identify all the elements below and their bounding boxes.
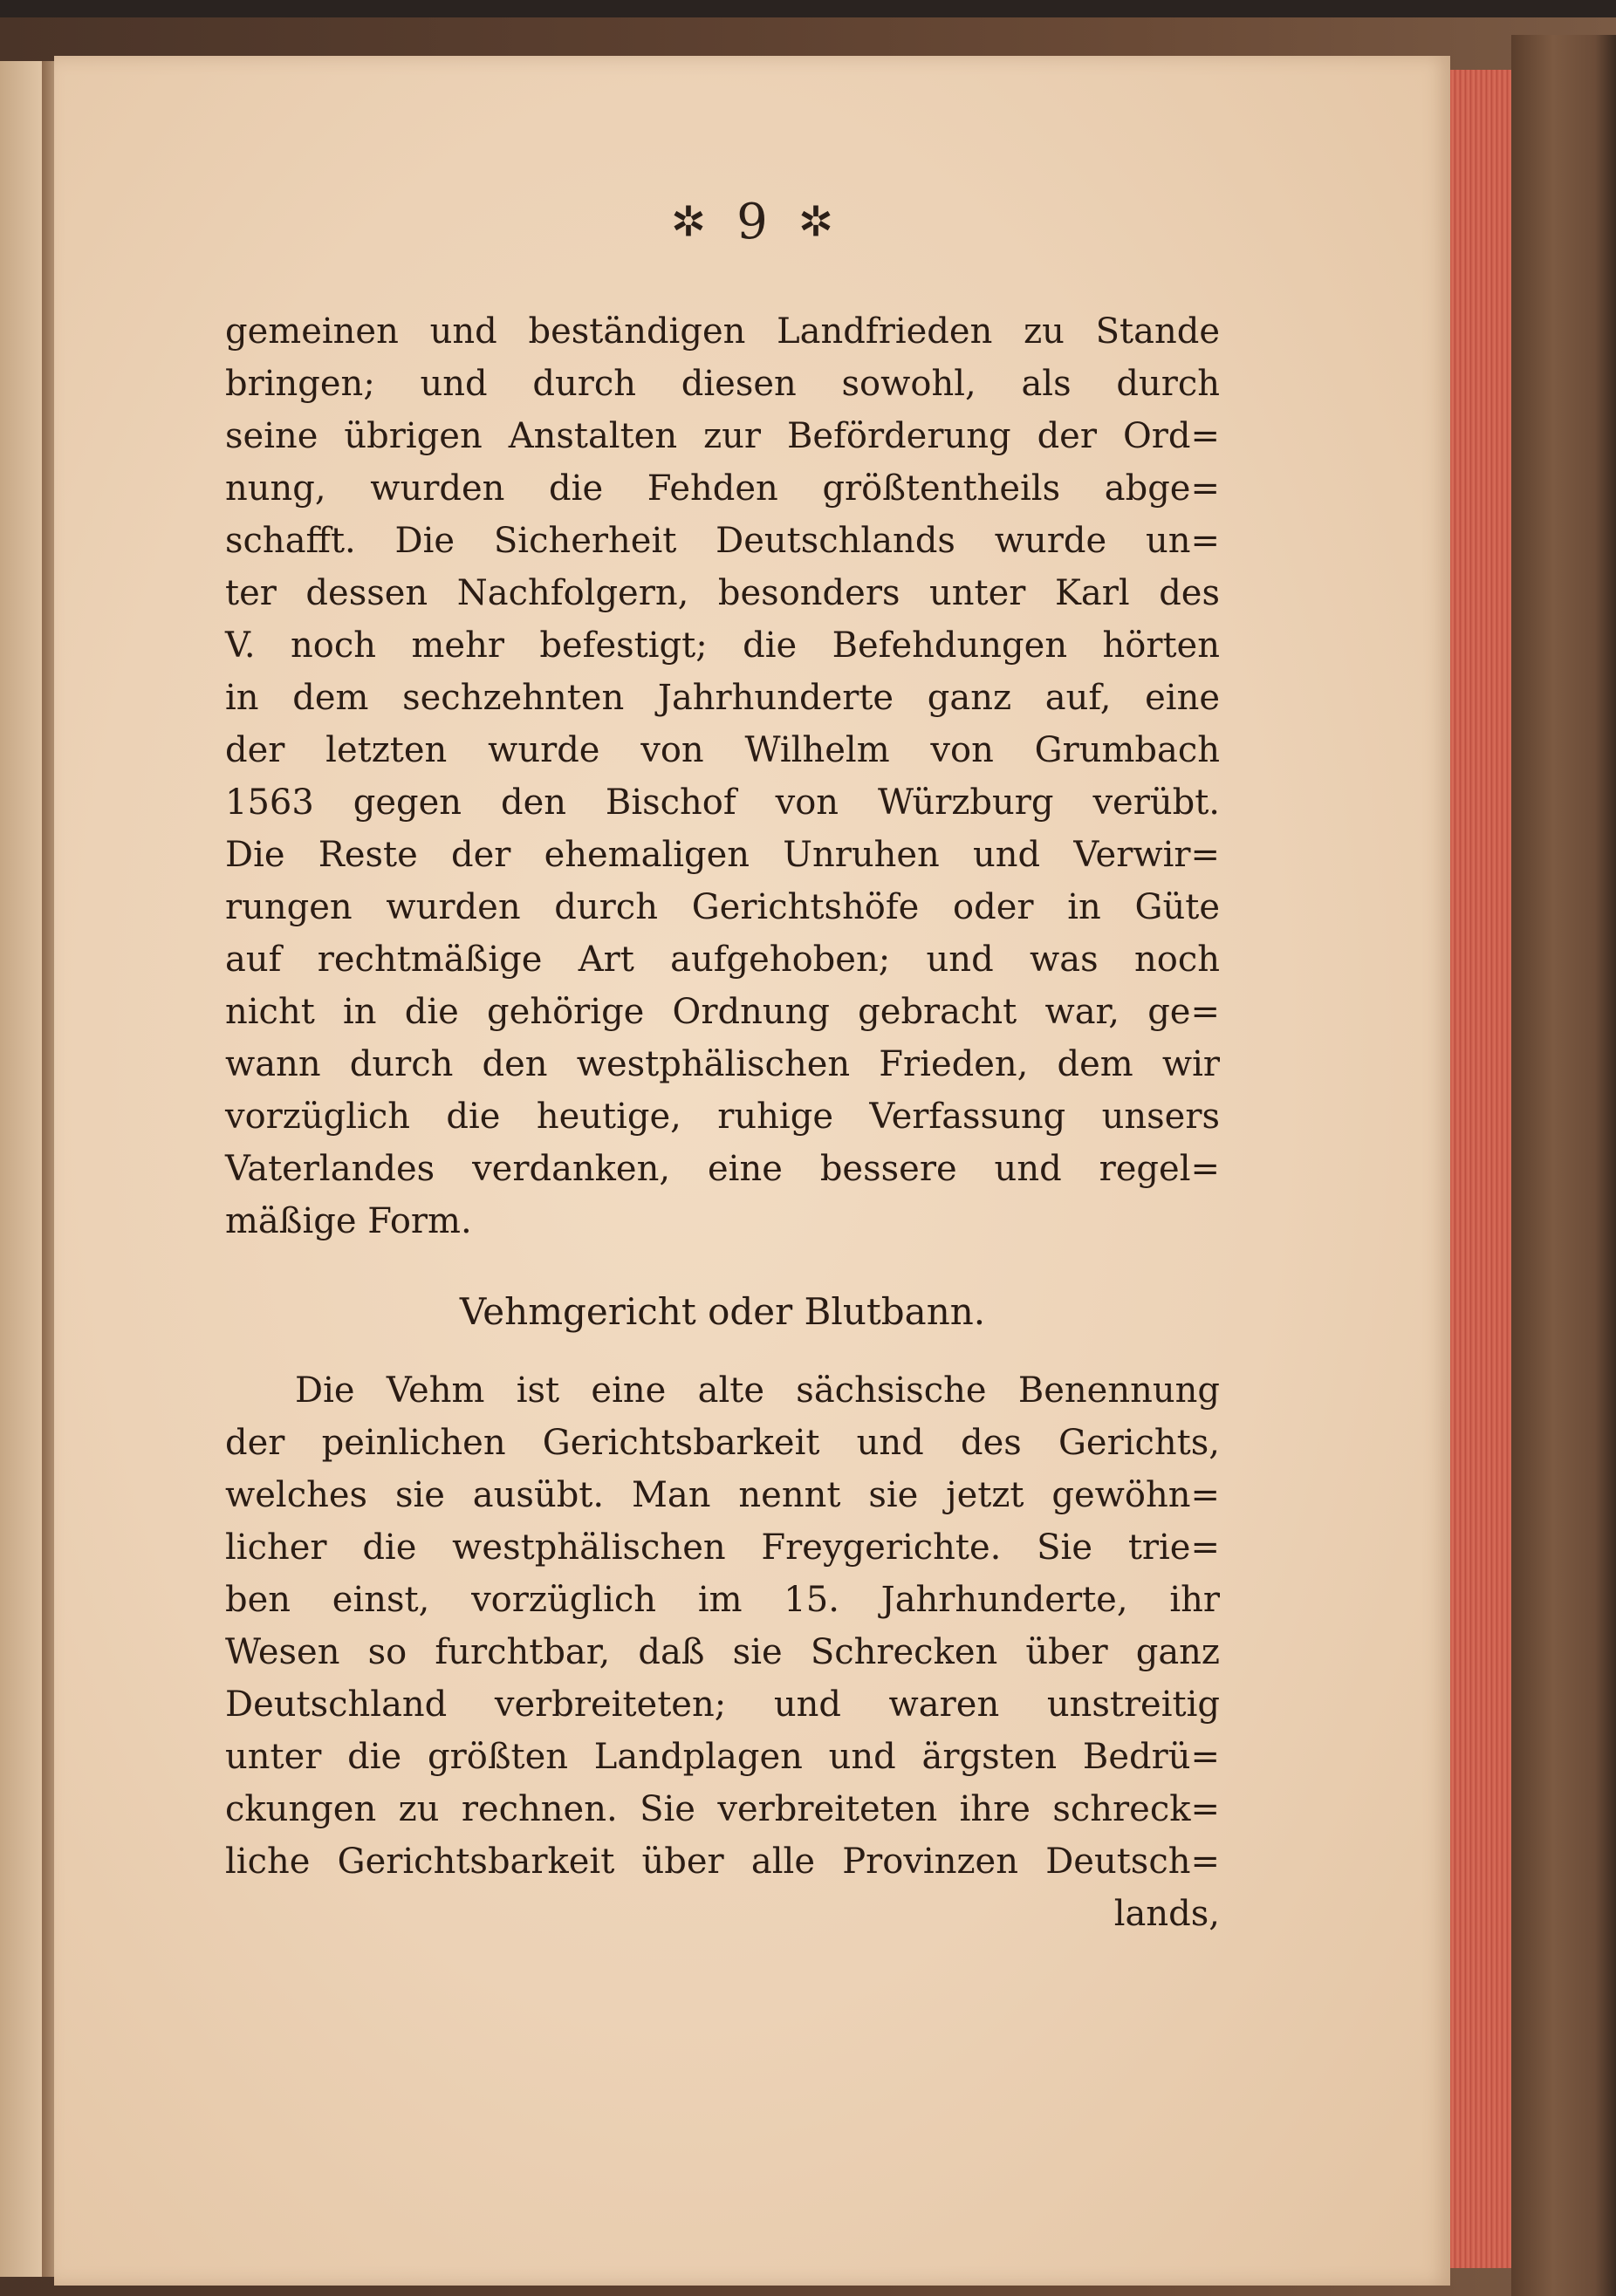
text-line: mäßige Form.	[225, 1201, 472, 1241]
paragraph-2	[225, 1364, 1220, 1888]
text-line: in dem sechzehnten Jahrhunderte ganz auf, eine	[225, 678, 1220, 718]
page-number: 9	[736, 194, 768, 250]
text-line: ter dessen Nachfolgern, besonders unter Karl des	[225, 573, 1220, 613]
text-line: Vaterlandes verdanken, eine bessere und regel=	[225, 1149, 1220, 1189]
text-line: schafft. Die Sicherheit Deutschlands wurde un=	[225, 521, 1220, 561]
text-line: Wesen so furchtbar, daß sie Schrecken über ganz	[225, 1632, 1220, 1672]
text-line: welches sie ausübt. Man nennt sie jetzt gewöhn=	[225, 1475, 1220, 1515]
text-line: nung, wurden die Fehden größtentheils abge=	[225, 468, 1220, 509]
section-heading: Vehmgericht oder Blutbann.	[459, 1290, 986, 1333]
text-line: seine übrigen Anstalten zur Beförderung der Ord=	[225, 416, 1220, 456]
text-line: unter die größten Landplagen und ärgsten Bedrü=	[225, 1737, 1220, 1777]
text-line: vorzüglich die heutige, ruhige Verfassung unsers	[225, 1097, 1220, 1137]
ornament-right-icon: ✲	[798, 197, 834, 247]
catchword: lands,	[1113, 1894, 1220, 1934]
text-line: ckungen zu rechnen. Sie verbreiteten ihre schreck=	[225, 1789, 1220, 1829]
text-line: nicht in die gehörige Ordnung gebracht war, ge=	[225, 992, 1220, 1032]
text-line: wann durch den westphälischen Frieden, dem wir	[225, 1044, 1220, 1084]
text-line: licher die westphälischen Freygerichte. Sie trie=	[225, 1527, 1220, 1568]
text-line: ben einst, vorzüglich im 15. Jahrhunderte, ihr	[225, 1580, 1220, 1620]
text-line: rungen wurden durch Gerichtshöfe oder in Güte	[225, 887, 1220, 927]
text-line: Die Vehm ist eine alte sächsische Benennung	[295, 1370, 1220, 1411]
book-spine	[1511, 35, 1616, 2296]
text-line: liche Gerichtsbarkeit über alle Provinzen Deutsch=	[225, 1842, 1220, 1882]
text-line: V. noch mehr befestigt; die Befehdungen hörten	[225, 625, 1220, 666]
text-line: bringen; und durch diesen sowohl, als durch	[225, 364, 1220, 404]
page-header	[54, 194, 1450, 263]
page-text	[225, 305, 1220, 1940]
red-page-edges	[1450, 70, 1511, 2268]
text-line: auf rechtmäßige Art aufgehoben; und was noch	[225, 940, 1220, 980]
text-line: der peinlichen Gerichtsbarkeit und des Gerichts,	[225, 1423, 1220, 1463]
text-line: gemeinen und beständigen Landfrieden zu Stande	[225, 311, 1220, 352]
paragraph-1	[225, 305, 1220, 1247]
left-page-edge	[0, 61, 42, 2277]
text-line: Deutschland verbreiteten; und waren unstreitig	[225, 1684, 1220, 1725]
text-line: Die Reste der ehemaligen Unruhen und Verwir=	[225, 835, 1220, 875]
ornament-left-icon: ✲	[670, 197, 707, 247]
text-line: der letzten wurde von Wilhelm von Grumbach	[225, 730, 1220, 770]
text-line: 1563 gegen den Bischof von Würzburg verübt.	[225, 782, 1220, 823]
